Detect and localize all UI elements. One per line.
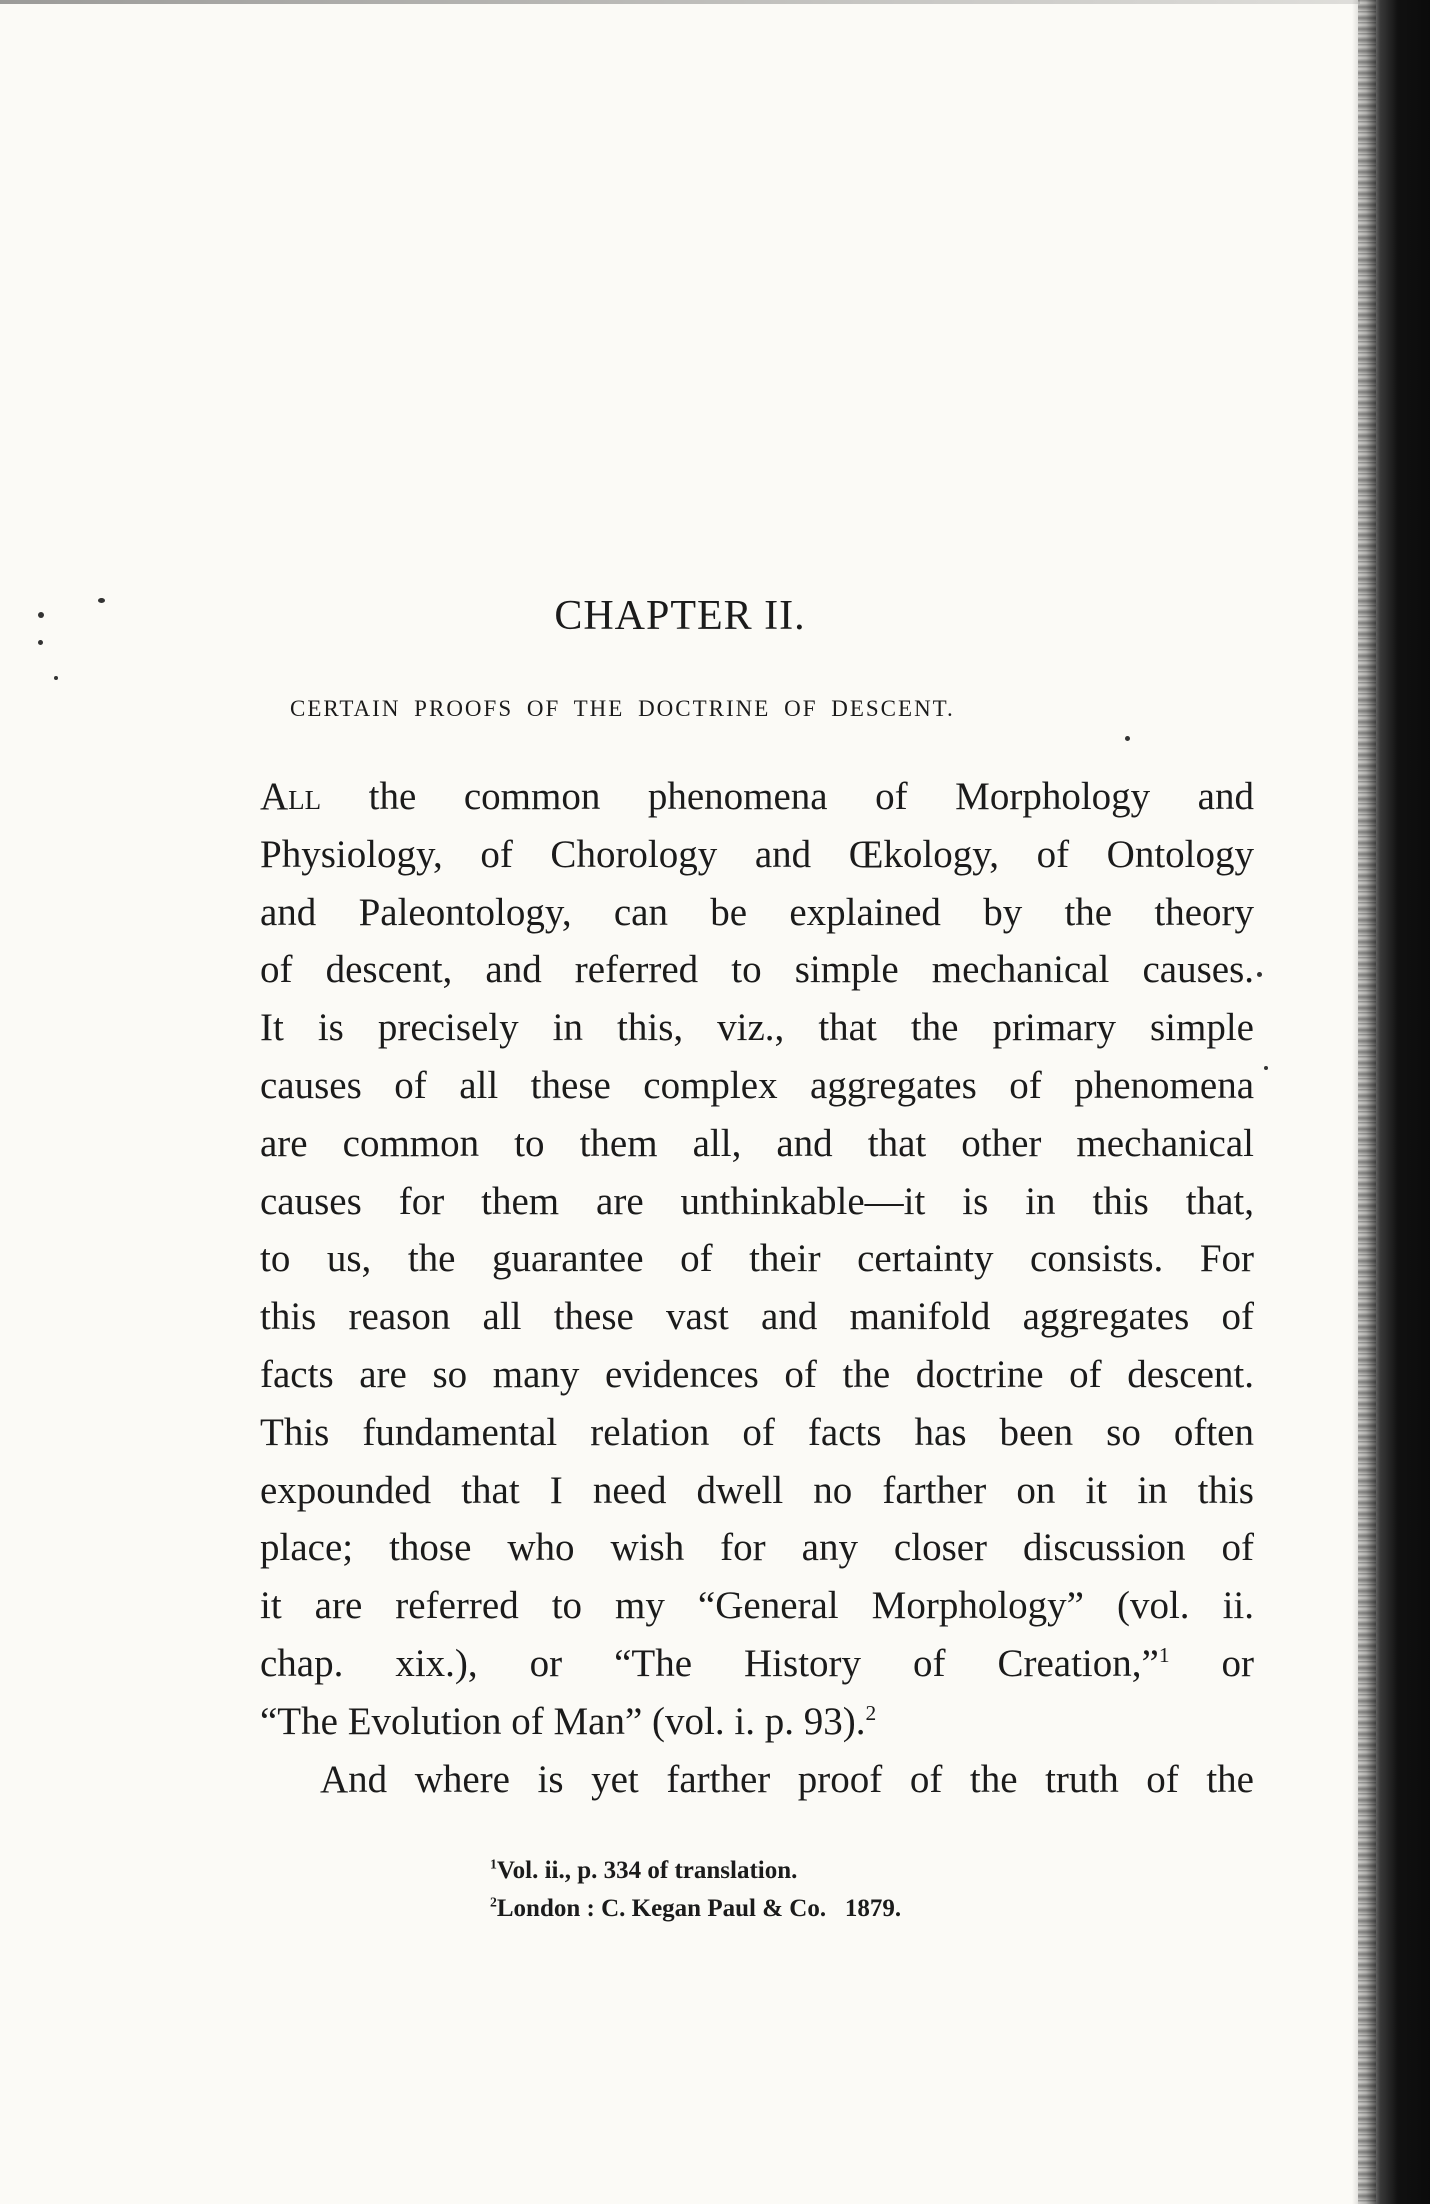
- paragraph-line: All the common phenomena of Morphology and: [260, 775, 1254, 818]
- paragraph-lead-word: All: [260, 775, 322, 818]
- page-top-edge: [0, 0, 1360, 4]
- paragraph-line: are common to them all, and that other mechanical: [260, 1121, 1254, 1165]
- scan-speck: [38, 640, 43, 645]
- paragraph-line: this reason all these vast and manifold aggregates of: [260, 1295, 1254, 1339]
- paragraph-line: expounded that I need dwell no farther on it in this: [260, 1468, 1254, 1512]
- paragraph-line: It is precisely in this, viz., that the primary simple: [260, 1006, 1254, 1050]
- footnotes: [490, 1852, 1190, 1928]
- scan-speck: [1257, 972, 1262, 977]
- paragraph-line: and Paleontology, can be explained by the theory: [260, 890, 1254, 934]
- footnote-ref: 1: [1158, 1642, 1170, 1667]
- footnote-1: [490, 1852, 1190, 1890]
- footnote-2: [490, 1890, 1190, 1928]
- chapter-title: CHAPTER II.: [554, 593, 806, 639]
- paragraph-line: chap. xix.), or “The History of Creation,”$^1$ or: [260, 1641, 1254, 1685]
- scan-speck: [98, 598, 105, 603]
- paragraph-line: “The Evolution of Man” (vol. i. p. 93).$^2$: [260, 1699, 877, 1743]
- paragraph-line: of descent, and referred to simple mechanical causes.: [260, 948, 1254, 992]
- footnote-text: Vol. ii., p. 334 of translation.: [496, 1857, 798, 1884]
- paragraph-line: Physiology, of Chorology and Œkology, of Ontology: [260, 832, 1254, 876]
- chapter-subtitle: CERTAIN PROOFS OF THE DOCTRINE OF DESCENT.: [290, 696, 955, 721]
- footnote-ref: 2: [865, 1700, 877, 1725]
- paragraph-line: it are referred to my “General Morphology” (vol. ii.: [260, 1584, 1254, 1628]
- scan-speck: [1264, 1066, 1268, 1070]
- paragraph-line: to us, the guarantee of their certainty consists. For: [260, 1237, 1254, 1281]
- footnote-marker: 2: [490, 1894, 497, 1910]
- body-text: [260, 768, 1254, 1808]
- paragraph-line: facts are so many evidences of the doctrine of descent.: [260, 1352, 1254, 1396]
- paragraph-line: causes of all these complex aggregates of phenomena: [260, 1063, 1254, 1107]
- paragraph-line: This fundamental relation of facts has been so often: [260, 1410, 1254, 1454]
- paragraph-line: place; those who wish for any closer discussion of: [260, 1526, 1254, 1570]
- footnote-marker: 1: [490, 1856, 497, 1872]
- paragraph-line: And where is yet farther proof of the truth of the: [320, 1757, 1254, 1801]
- paragraph-line: causes for them are unthinkable—it is in this that,: [260, 1179, 1254, 1223]
- scan-speck: [1125, 736, 1130, 741]
- book-binding-edge: [1352, 0, 1430, 2204]
- footnote-text: London : C. Kegan Paul & Co. 1879.: [496, 1895, 902, 1922]
- scan-speck: [38, 612, 44, 618]
- scan-speck: [54, 676, 58, 680]
